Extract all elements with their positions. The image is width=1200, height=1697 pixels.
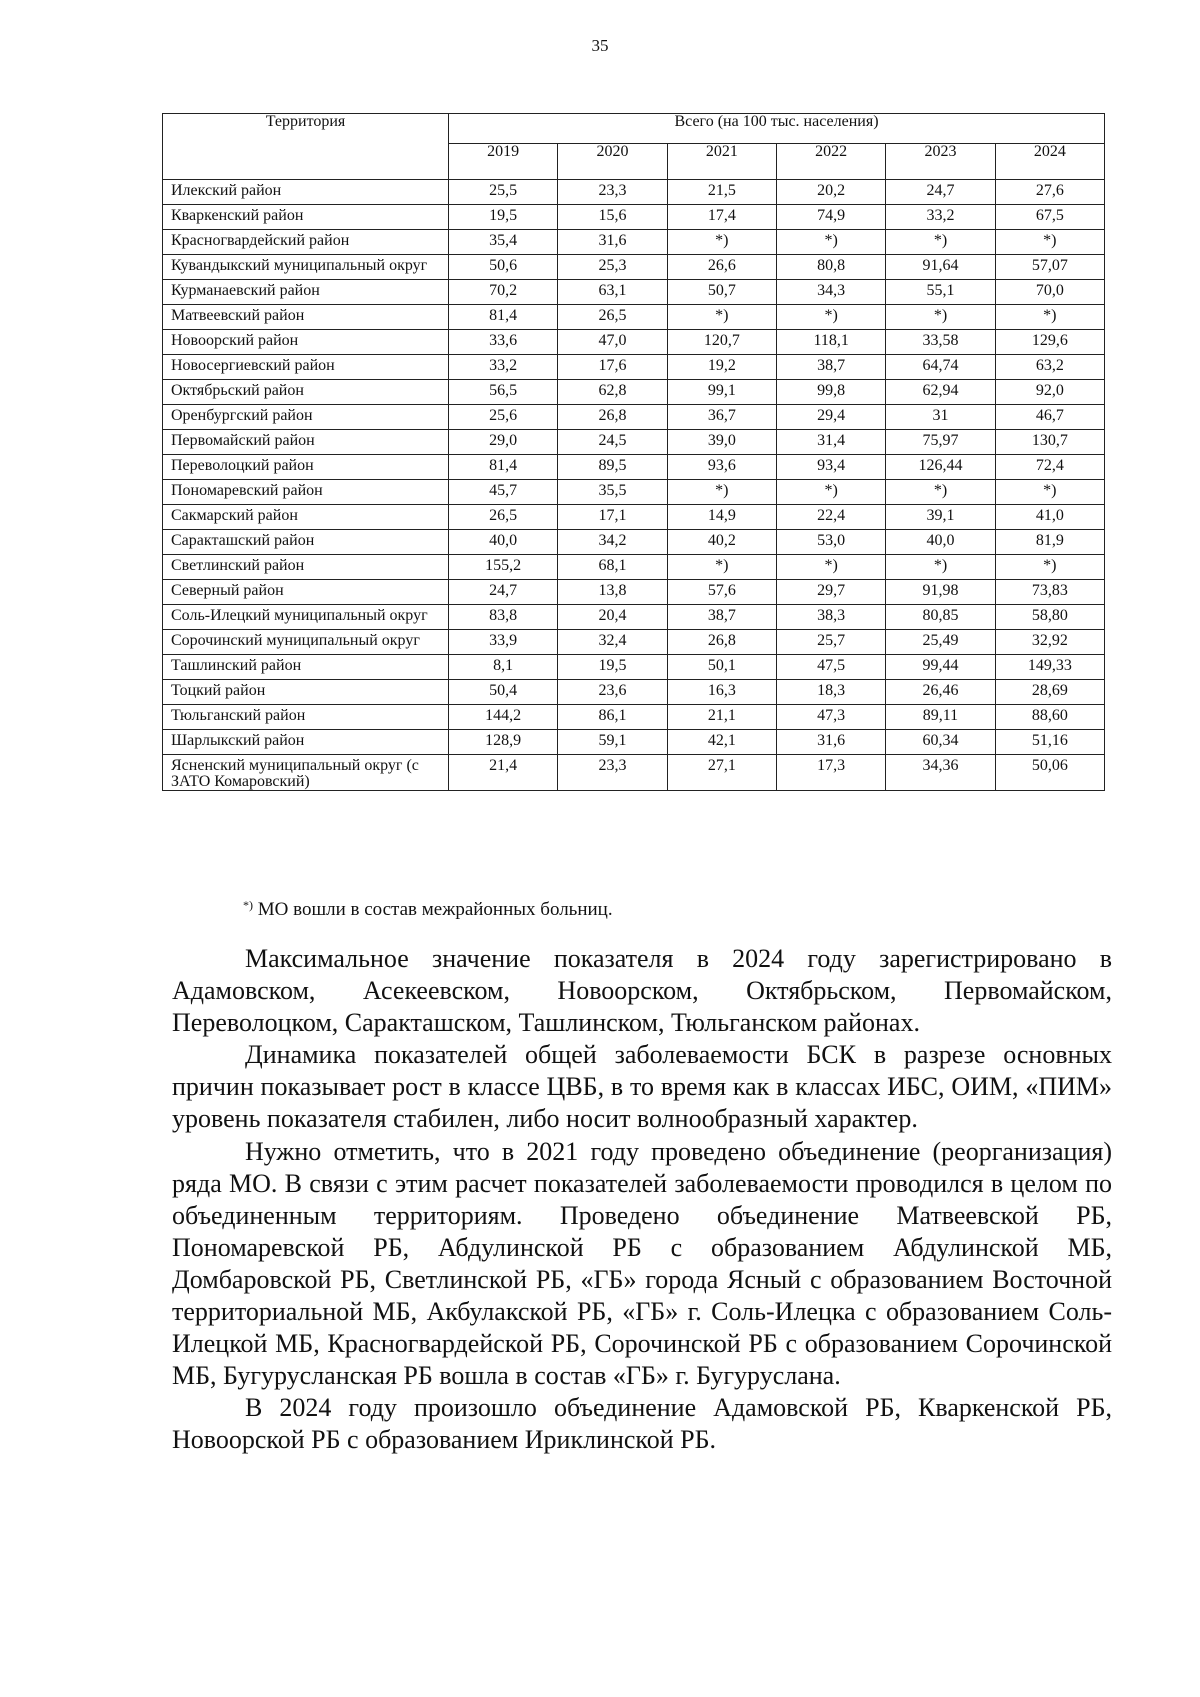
value-cell: 93,4 <box>776 455 885 480</box>
value-cell: 34,36 <box>886 755 995 791</box>
value-cell: *) <box>776 555 885 580</box>
value-cell: 26,46 <box>886 680 995 705</box>
value-cell: 91,98 <box>886 580 995 605</box>
value-cell: *) <box>995 555 1104 580</box>
territory-name-cell: Шарлыкский район <box>163 730 449 755</box>
value-cell: 20,2 <box>776 180 885 205</box>
table-row <box>163 580 1105 605</box>
value-cell: 16,3 <box>667 680 776 705</box>
table-row <box>163 430 1105 455</box>
value-cell: 126,44 <box>886 455 995 480</box>
value-cell: 75,97 <box>886 430 995 455</box>
table-row <box>163 680 1105 705</box>
territory-name-cell: Кваркенский район <box>163 205 449 230</box>
value-cell: 62,8 <box>558 380 667 405</box>
value-cell: 47,0 <box>558 330 667 355</box>
value-cell: 38,3 <box>776 605 885 630</box>
territory-name-cell: Тюльганский район <box>163 705 449 730</box>
table-row <box>163 705 1105 730</box>
value-cell: 31,4 <box>776 430 885 455</box>
table-row <box>163 605 1105 630</box>
value-cell: 19,5 <box>449 205 558 230</box>
value-cell: 130,7 <box>995 430 1104 455</box>
value-cell: 45,7 <box>449 480 558 505</box>
value-cell: 31,6 <box>558 230 667 255</box>
value-cell: 34,2 <box>558 530 667 555</box>
value-cell: 26,6 <box>667 255 776 280</box>
value-cell: *) <box>886 305 995 330</box>
territory-name-cell: Тоцкий район <box>163 680 449 705</box>
value-cell: 39,1 <box>886 505 995 530</box>
column-header-year: 2023 <box>886 144 995 180</box>
page-number: 35 <box>591 36 609 55</box>
value-cell: 18,3 <box>776 680 885 705</box>
value-cell: 89,5 <box>558 455 667 480</box>
column-header-territory: Территория <box>163 114 449 180</box>
value-cell: 50,06 <box>995 755 1104 791</box>
territory-name-cell: Сакмарский район <box>163 505 449 530</box>
value-cell: 14,9 <box>667 505 776 530</box>
value-cell: 70,0 <box>995 280 1104 305</box>
value-cell: 40,0 <box>886 530 995 555</box>
value-cell: 26,5 <box>558 305 667 330</box>
value-cell: 57,6 <box>667 580 776 605</box>
value-cell: 39,0 <box>667 430 776 455</box>
table-row <box>163 355 1105 380</box>
value-cell: 155,2 <box>449 555 558 580</box>
value-cell: 17,3 <box>776 755 885 791</box>
value-cell: 60,34 <box>886 730 995 755</box>
value-cell: 33,2 <box>449 355 558 380</box>
table-row <box>163 530 1105 555</box>
territory-name-cell: Красногвардейский район <box>163 230 449 255</box>
value-cell: *) <box>667 305 776 330</box>
column-header-year: 2024 <box>995 144 1104 180</box>
value-cell: 50,4 <box>449 680 558 705</box>
territory-name-cell: Пономаревский район <box>163 480 449 505</box>
column-header-year: 2019 <box>449 144 558 180</box>
value-cell: 21,4 <box>449 755 558 791</box>
value-cell: 29,4 <box>776 405 885 430</box>
table-row <box>163 280 1105 305</box>
footnote-mark: *) <box>243 898 253 912</box>
value-cell: 40,0 <box>449 530 558 555</box>
table-row <box>163 455 1105 480</box>
value-cell: 128,9 <box>449 730 558 755</box>
paragraph: Динамика показателей общей заболеваемости БСК в разрезе основных причин показывает рост в классе ЦВБ, в то время как в классах ИБС, ОИМ, «ПИМ» уровень показателя стабилен, либо носит волнообразный характер. <box>172 1040 1112 1134</box>
value-cell: 33,2 <box>886 205 995 230</box>
value-cell: 21,5 <box>667 180 776 205</box>
value-cell: 25,49 <box>886 630 995 655</box>
value-cell: 24,7 <box>886 180 995 205</box>
value-cell: 81,4 <box>449 305 558 330</box>
value-cell: *) <box>667 480 776 505</box>
value-cell: 8,1 <box>449 655 558 680</box>
value-cell: 31 <box>886 405 995 430</box>
territory-name-cell: Светлинский район <box>163 555 449 580</box>
value-cell: 38,7 <box>667 605 776 630</box>
value-cell: 21,1 <box>667 705 776 730</box>
value-cell: 68,1 <box>558 555 667 580</box>
value-cell: 26,8 <box>558 405 667 430</box>
territory-name-cell: Соль-Илецкий муниципальный округ <box>163 605 449 630</box>
territory-name-cell: Матвеевский район <box>163 305 449 330</box>
table-row <box>163 655 1105 680</box>
value-cell: 129,6 <box>995 330 1104 355</box>
value-cell: 55,1 <box>886 280 995 305</box>
value-cell: 22,4 <box>776 505 885 530</box>
value-cell: 28,69 <box>995 680 1104 705</box>
value-cell: *) <box>886 230 995 255</box>
territory-name-cell: Северный район <box>163 580 449 605</box>
territory-name-cell: Октябрьский район <box>163 380 449 405</box>
value-cell: 33,6 <box>449 330 558 355</box>
morbidity-table-container <box>162 113 1105 791</box>
table-row <box>163 405 1105 430</box>
value-cell: 99,8 <box>776 380 885 405</box>
table-row <box>163 630 1105 655</box>
value-cell: 19,2 <box>667 355 776 380</box>
table-row <box>163 255 1105 280</box>
footnote-text: МО вошли в состав межрайонных больниц. <box>253 899 613 920</box>
value-cell: 70,2 <box>449 280 558 305</box>
territory-name-cell: Илекский район <box>163 180 449 205</box>
value-cell: 93,6 <box>667 455 776 480</box>
value-cell: 31,6 <box>776 730 885 755</box>
value-cell: 24,5 <box>558 430 667 455</box>
value-cell: 33,9 <box>449 630 558 655</box>
table-row <box>163 480 1105 505</box>
value-cell: 26,5 <box>449 505 558 530</box>
column-header-total: Всего (на 100 тыс. населения) <box>449 114 1105 144</box>
table-body <box>163 180 1105 791</box>
territory-name-cell: Переволоцкий район <box>163 455 449 480</box>
value-cell: 80,85 <box>886 605 995 630</box>
value-cell: 56,5 <box>449 380 558 405</box>
value-cell: 23,6 <box>558 680 667 705</box>
value-cell: *) <box>886 480 995 505</box>
value-cell: 50,6 <box>449 255 558 280</box>
territory-name-cell: Ясненский муниципальный округ (с ЗАТО Комаровский) <box>163 755 449 791</box>
value-cell: *) <box>667 555 776 580</box>
value-cell: 13,8 <box>558 580 667 605</box>
table-footnote <box>243 898 613 921</box>
value-cell: 32,92 <box>995 630 1104 655</box>
value-cell: 29,0 <box>449 430 558 455</box>
value-cell: 23,3 <box>558 755 667 791</box>
body-text <box>172 943 1112 1457</box>
value-cell: 35,5 <box>558 480 667 505</box>
value-cell: 50,7 <box>667 280 776 305</box>
value-cell: 62,94 <box>886 380 995 405</box>
value-cell: *) <box>995 230 1104 255</box>
value-cell: 42,1 <box>667 730 776 755</box>
value-cell: 144,2 <box>449 705 558 730</box>
value-cell: 73,83 <box>995 580 1104 605</box>
value-cell: 27,6 <box>995 180 1104 205</box>
territory-name-cell: Кувандыкский муниципальный округ <box>163 255 449 280</box>
value-cell: 92,0 <box>995 380 1104 405</box>
table-row <box>163 555 1105 580</box>
value-cell: 59,1 <box>558 730 667 755</box>
value-cell: 118,1 <box>776 330 885 355</box>
paragraph: Максимальное значение показателя в 2024 году зарегистрировано в Адамовском, Асекеевском, Новоорском, Октябрьском, Первомайском, Переволоцком, Саракташском, Ташлинском, Тюльганском районах. <box>172 944 1112 1038</box>
value-cell: 120,7 <box>667 330 776 355</box>
value-cell: 81,4 <box>449 455 558 480</box>
value-cell: 46,7 <box>995 405 1104 430</box>
value-cell: *) <box>776 480 885 505</box>
value-cell: 58,80 <box>995 605 1104 630</box>
table-row <box>163 305 1105 330</box>
value-cell: 15,6 <box>558 205 667 230</box>
value-cell: 83,8 <box>449 605 558 630</box>
territory-name-cell: Саракташский район <box>163 530 449 555</box>
value-cell: 91,64 <box>886 255 995 280</box>
value-cell: 25,3 <box>558 255 667 280</box>
value-cell: 72,4 <box>995 455 1104 480</box>
value-cell: *) <box>995 305 1104 330</box>
territory-name-cell: Оренбургский район <box>163 405 449 430</box>
value-cell: 80,8 <box>776 255 885 280</box>
value-cell: 32,4 <box>558 630 667 655</box>
value-cell: *) <box>776 230 885 255</box>
table-row <box>163 205 1105 230</box>
table-row <box>163 730 1105 755</box>
value-cell: 63,1 <box>558 280 667 305</box>
value-cell: 41,0 <box>995 505 1104 530</box>
value-cell: *) <box>886 555 995 580</box>
value-cell: 99,44 <box>886 655 995 680</box>
morbidity-table <box>162 113 1105 791</box>
value-cell: 53,0 <box>776 530 885 555</box>
value-cell: 25,5 <box>449 180 558 205</box>
territory-name-cell: Курманаевский район <box>163 280 449 305</box>
territory-name-cell: Новоорский район <box>163 330 449 355</box>
value-cell: 33,58 <box>886 330 995 355</box>
value-cell: *) <box>667 230 776 255</box>
territory-name-cell: Сорочинский муниципальный округ <box>163 630 449 655</box>
table-row <box>163 380 1105 405</box>
value-cell: 89,11 <box>886 705 995 730</box>
value-cell: 17,6 <box>558 355 667 380</box>
paragraph: В 2024 году произошло объединение Адамовской РБ, Кваркенской РБ, Новоорской РБ с образованием Ириклинской РБ. <box>172 1393 1112 1455</box>
value-cell: 20,4 <box>558 605 667 630</box>
value-cell: *) <box>995 480 1104 505</box>
value-cell: 38,7 <box>776 355 885 380</box>
value-cell: 63,2 <box>995 355 1104 380</box>
table-row <box>163 505 1105 530</box>
value-cell: 35,4 <box>449 230 558 255</box>
value-cell: 23,3 <box>558 180 667 205</box>
table-row <box>163 330 1105 355</box>
value-cell: 34,3 <box>776 280 885 305</box>
value-cell: 57,07 <box>995 255 1104 280</box>
value-cell: 36,7 <box>667 405 776 430</box>
value-cell: 47,5 <box>776 655 885 680</box>
territory-name-cell: Первомайский район <box>163 430 449 455</box>
value-cell: 19,5 <box>558 655 667 680</box>
value-cell: 29,7 <box>776 580 885 605</box>
column-header-year: 2020 <box>558 144 667 180</box>
value-cell: 74,9 <box>776 205 885 230</box>
value-cell: 26,8 <box>667 630 776 655</box>
value-cell: 81,9 <box>995 530 1104 555</box>
value-cell: 64,74 <box>886 355 995 380</box>
value-cell: 24,7 <box>449 580 558 605</box>
table-row <box>163 230 1105 255</box>
table-row <box>163 755 1105 791</box>
territory-name-cell: Новосергиевский район <box>163 355 449 380</box>
value-cell: 40,2 <box>667 530 776 555</box>
value-cell: 51,16 <box>995 730 1104 755</box>
value-cell: 25,7 <box>776 630 885 655</box>
paragraph: Нужно отметить, что в 2021 году проведено объединение (реорганизация) ряда МО. В связи с этим расчет показателей заболеваемости проводился в целом по объединенным территориям. Проведено объединение Матвеевской РБ, Пономаревской РБ, Абдулинской РБ с образованием Абдулинской МБ, Домбаровской РБ, Светлинской РБ, «ГБ» города Ясный с образованием Восточной территориальной МБ, Акбулакской РБ, «ГБ» г. Соль-Илецка с образованием Соль-Илецкой МБ, Красногвардейской РБ, Сорочинской РБ с образованием Сорочинской МБ, Бугурусланская РБ вошла в состав «ГБ» г. Бугуруслана. <box>172 1136 1112 1391</box>
value-cell: 50,1 <box>667 655 776 680</box>
value-cell: 86,1 <box>558 705 667 730</box>
value-cell: 17,1 <box>558 505 667 530</box>
column-header-year: 2022 <box>776 144 885 180</box>
value-cell: 17,4 <box>667 205 776 230</box>
value-cell: 149,33 <box>995 655 1104 680</box>
value-cell: 27,1 <box>667 755 776 791</box>
value-cell: 25,6 <box>449 405 558 430</box>
value-cell: 99,1 <box>667 380 776 405</box>
table-row <box>163 180 1105 205</box>
table-header-row <box>163 114 1105 144</box>
value-cell: 88,60 <box>995 705 1104 730</box>
value-cell: 47,3 <box>776 705 885 730</box>
value-cell: *) <box>776 305 885 330</box>
territory-name-cell: Ташлинский район <box>163 655 449 680</box>
value-cell: 67,5 <box>995 205 1104 230</box>
column-header-year: 2021 <box>667 144 776 180</box>
